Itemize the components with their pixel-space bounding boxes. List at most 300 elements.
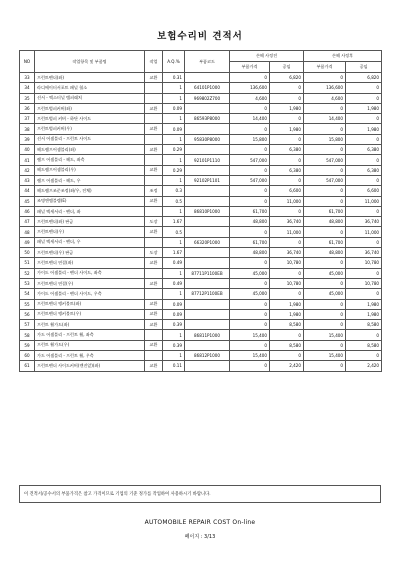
row-part-price-after: 0 bbox=[304, 124, 346, 134]
row-code bbox=[185, 258, 230, 268]
row-labor-after: 0 bbox=[346, 114, 382, 124]
row-code: 86810P1000 bbox=[185, 206, 230, 216]
row-work: 교환 bbox=[145, 309, 163, 319]
row-qty: 1 bbox=[163, 155, 185, 165]
row-part-price-before: 15,400 bbox=[230, 330, 270, 340]
row-no: 53 bbox=[20, 278, 35, 288]
table-row bbox=[20, 289, 382, 299]
row-work: 교환 bbox=[145, 103, 163, 113]
row-labor-before: 0 bbox=[270, 93, 304, 103]
row-item: 램프 어셈블리 - 헤드, 좌측 bbox=[35, 155, 145, 165]
row-part-price-after: 0 bbox=[304, 299, 346, 309]
row-no: 40 bbox=[20, 145, 35, 155]
table-row bbox=[20, 278, 382, 288]
row-item: 패널 엑세서리 - 펜더, 좌 bbox=[35, 206, 145, 216]
row-item: 헤드램프어셈블리(우) bbox=[35, 165, 145, 175]
row-no: 59 bbox=[20, 340, 35, 350]
row-qty: 0.3 bbox=[163, 186, 185, 196]
table-row bbox=[20, 309, 382, 319]
row-item: 프런트범퍼커버(좌) bbox=[35, 103, 145, 113]
row-part-price-before: 15,400 bbox=[230, 351, 270, 361]
row-item: 프런트펜더(우) bbox=[35, 227, 145, 237]
row-item: 라디에이터서포트 패널 협소 bbox=[35, 83, 145, 93]
row-labor-after: 6,820 bbox=[346, 73, 382, 83]
row-qty: 1 bbox=[163, 93, 185, 103]
row-labor-after: 0 bbox=[346, 155, 382, 165]
row-work: 교환 bbox=[145, 196, 163, 206]
row-labor-before: 8,580 bbox=[270, 320, 304, 330]
row-work bbox=[145, 330, 163, 340]
row-qty: 1 bbox=[163, 175, 185, 185]
row-no: 56 bbox=[20, 309, 35, 319]
table-body bbox=[20, 73, 382, 372]
row-part-price-before: 0 bbox=[230, 340, 270, 350]
row-part-price-before: 4,600 bbox=[230, 93, 270, 103]
row-code bbox=[185, 340, 230, 350]
row-code: 969802Z700 bbox=[185, 93, 230, 103]
row-qty: 1 bbox=[163, 114, 185, 124]
row-item: 프런트 휠가드(우) bbox=[35, 340, 145, 350]
row-part-price-after: 547,000 bbox=[304, 155, 346, 165]
row-item: 프런트펜더 앵커볼트(우) bbox=[35, 309, 145, 319]
table-row bbox=[20, 237, 382, 247]
row-labor-after: 1,980 bbox=[346, 124, 382, 134]
header-code: 부품코드 bbox=[185, 51, 230, 73]
row-part-price-before: 0 bbox=[230, 299, 270, 309]
row-no: 34 bbox=[20, 83, 35, 93]
row-code: 92101P1110 bbox=[185, 155, 230, 165]
row-item: 프런트펜더 연결(좌) bbox=[35, 258, 145, 268]
row-qty: 0.39 bbox=[163, 320, 185, 330]
row-qty: 0.5 bbox=[163, 196, 185, 206]
header-after-assessment: 손해 사정후 bbox=[304, 51, 382, 62]
header-item: 작업항목 및 부품명 bbox=[35, 51, 145, 73]
table-row bbox=[20, 155, 382, 165]
row-work: 교환 bbox=[145, 165, 163, 175]
row-labor-after: 0 bbox=[346, 175, 382, 185]
row-no: 60 bbox=[20, 351, 35, 361]
row-part-price-after: 48,800 bbox=[304, 217, 346, 227]
row-part-price-before: 547,000 bbox=[230, 155, 270, 165]
row-no: 45 bbox=[20, 196, 35, 206]
row-part-price-before: 0 bbox=[230, 124, 270, 134]
row-no: 44 bbox=[20, 186, 35, 196]
row-labor-before: 6,600 bbox=[270, 186, 304, 196]
table-row bbox=[20, 217, 382, 227]
row-work: 교환 bbox=[145, 73, 163, 83]
row-part-price-after: 0 bbox=[304, 320, 346, 330]
table-row bbox=[20, 175, 382, 185]
row-work: 교환 bbox=[145, 340, 163, 350]
table-row bbox=[20, 351, 382, 361]
table-row bbox=[20, 73, 382, 83]
row-no: 61 bbox=[20, 361, 35, 371]
table-row bbox=[20, 165, 382, 175]
table-row bbox=[20, 330, 382, 340]
row-work: 교환 bbox=[145, 299, 163, 309]
row-work: 도장 bbox=[145, 217, 163, 227]
row-labor-before: 10,780 bbox=[270, 258, 304, 268]
table-row bbox=[20, 248, 382, 258]
row-item: 프런트펜더 연결(우) bbox=[35, 278, 145, 288]
row-part-price-before: 0 bbox=[230, 186, 270, 196]
row-no: 55 bbox=[20, 299, 35, 309]
row-no: 35 bbox=[20, 93, 35, 103]
row-code bbox=[185, 165, 230, 175]
row-labor-before: 6,380 bbox=[270, 145, 304, 155]
row-part-price-after: 0 bbox=[304, 186, 346, 196]
row-part-price-before: 45,000 bbox=[230, 268, 270, 278]
row-item: 가이드 어셈블리 - 펜더 사이드, 우측 bbox=[35, 289, 145, 299]
row-labor-after: 11,000 bbox=[346, 227, 382, 237]
row-work: 교환 bbox=[145, 227, 163, 237]
row-item: 프런트 휠가드(좌) bbox=[35, 320, 145, 330]
row-labor-before: 0 bbox=[270, 175, 304, 185]
row-labor-before: 0 bbox=[270, 155, 304, 165]
row-labor-before: 0 bbox=[270, 134, 304, 144]
row-work bbox=[145, 351, 163, 361]
row-qty: 0.11 bbox=[163, 361, 185, 371]
row-part-price-before: 48,800 bbox=[230, 217, 270, 227]
row-labor-after: 0 bbox=[346, 237, 382, 247]
row-labor-before: 11,000 bbox=[270, 196, 304, 206]
row-code: 86593P8000 bbox=[185, 114, 230, 124]
row-labor-before: 2,420 bbox=[270, 361, 304, 371]
row-part-price-before: 0 bbox=[230, 309, 270, 319]
row-item: 램프 어셈블리 - 헤드, 우 bbox=[35, 175, 145, 185]
document-title: 보험수리비 견적서 bbox=[157, 31, 243, 42]
table-row bbox=[20, 227, 382, 237]
row-code bbox=[185, 196, 230, 206]
row-qty: 0.29 bbox=[163, 145, 185, 155]
row-labor-after: 2,420 bbox=[346, 361, 382, 371]
row-qty: 0.5 bbox=[163, 227, 185, 237]
row-item: 프런트범퍼 커버 - 하단 사이드 bbox=[35, 114, 145, 124]
row-no: 37 bbox=[20, 114, 35, 124]
row-no: 39 bbox=[20, 134, 35, 144]
row-labor-after: 0 bbox=[346, 351, 382, 361]
row-work bbox=[145, 289, 163, 299]
row-item: 헤드램프조준조정(좌/우, 전체) bbox=[35, 186, 145, 196]
row-qty: 0.09 bbox=[163, 103, 185, 113]
row-labor-before: 0 bbox=[270, 83, 304, 93]
row-part-price-before: 0 bbox=[230, 103, 270, 113]
row-work bbox=[145, 83, 163, 93]
row-qty: 1 bbox=[163, 206, 185, 216]
row-labor-after: 36,740 bbox=[346, 248, 382, 258]
row-item: 가드 어셈블리 - 프런트 휠, 좌측 bbox=[35, 330, 145, 340]
row-part-price-after: 0 bbox=[304, 196, 346, 206]
row-qty: 0.49 bbox=[163, 278, 185, 288]
row-part-price-after: 4,600 bbox=[304, 93, 346, 103]
row-work: 교환 bbox=[145, 124, 163, 134]
row-labor-before: 36,740 bbox=[270, 248, 304, 258]
row-item: 헤드램프어셈블리(좌) bbox=[35, 145, 145, 155]
row-code bbox=[185, 320, 230, 330]
table-row bbox=[20, 196, 382, 206]
row-part-price-after: 0 bbox=[304, 227, 346, 237]
row-part-price-before: 0 bbox=[230, 278, 270, 288]
row-no: 52 bbox=[20, 268, 35, 278]
row-code: 86812P1000 bbox=[185, 351, 230, 361]
row-labor-after: 0 bbox=[346, 83, 382, 93]
row-part-price-after: 136,600 bbox=[304, 83, 346, 93]
row-work: 도장 bbox=[145, 248, 163, 258]
row-labor-before: 0 bbox=[270, 268, 304, 278]
row-qty: 0.09 bbox=[163, 299, 185, 309]
row-qty: 0.31 bbox=[163, 73, 185, 83]
row-no: 49 bbox=[20, 237, 35, 247]
row-code bbox=[185, 361, 230, 371]
row-work bbox=[145, 175, 163, 185]
row-code bbox=[185, 145, 230, 155]
header-work: 작업 bbox=[145, 51, 163, 73]
row-part-price-before: 15,800 bbox=[230, 134, 270, 144]
row-code bbox=[185, 248, 230, 258]
row-part-price-after: 61,700 bbox=[304, 237, 346, 247]
row-qty: 1 bbox=[163, 268, 185, 278]
row-labor-after: 6,380 bbox=[346, 165, 382, 175]
row-labor-before: 1,980 bbox=[270, 309, 304, 319]
row-labor-after: 10,780 bbox=[346, 278, 382, 288]
row-qty: 1 bbox=[163, 237, 185, 247]
row-labor-before: 1,980 bbox=[270, 124, 304, 134]
row-part-price-before: 0 bbox=[230, 320, 270, 330]
row-part-price-after: 0 bbox=[304, 309, 346, 319]
page-number: 페이지 : 3/13 bbox=[184, 534, 216, 540]
row-labor-after: 11,000 bbox=[346, 196, 382, 206]
row-qty: 0.39 bbox=[163, 340, 185, 350]
row-labor-before: 6,380 bbox=[270, 165, 304, 175]
row-no: 47 bbox=[20, 217, 35, 227]
row-item: 프런트범퍼커버(우) bbox=[35, 124, 145, 134]
row-labor-after: 0 bbox=[346, 134, 382, 144]
header-qty: A.Q.% bbox=[163, 51, 185, 73]
row-labor-after: 0 bbox=[346, 330, 382, 340]
row-part-price-after: 0 bbox=[304, 361, 346, 371]
row-part-price-after: 0 bbox=[304, 258, 346, 268]
row-no: 36 bbox=[20, 103, 35, 113]
row-item: 프런트펜더(우) 판금 bbox=[35, 248, 145, 258]
row-part-price-after: 15,800 bbox=[304, 134, 346, 144]
row-work: 교환 bbox=[145, 361, 163, 371]
row-labor-before: 0 bbox=[270, 330, 304, 340]
footer-title: AUTOMOBILE REPAIR COST On-line bbox=[144, 519, 256, 526]
table-header-row-1 bbox=[20, 51, 382, 62]
row-part-price-after: 547,000 bbox=[304, 175, 346, 185]
estimate-table bbox=[19, 50, 382, 372]
row-labor-after: 0 bbox=[346, 268, 382, 278]
row-part-price-before: 61,700 bbox=[230, 237, 270, 247]
row-item: 프런트펜더(좌) 판금 bbox=[35, 217, 145, 227]
row-no: 54 bbox=[20, 289, 35, 299]
row-part-price-before: 0 bbox=[230, 145, 270, 155]
disclaimer-note: 이 견적서/공수서의 부품가격은 참고 가격이므로 기업의 기준 정가를 작업하여 사용하시기 바랍니다. bbox=[19, 485, 381, 503]
header-part-price-before: 부품가격 bbox=[230, 62, 270, 73]
row-no: 58 bbox=[20, 330, 35, 340]
row-part-price-before: 45,000 bbox=[230, 289, 270, 299]
row-labor-before: 0 bbox=[270, 114, 304, 124]
row-work bbox=[145, 237, 163, 247]
row-item: 선서 어셈블리 - 프런트 사이드 bbox=[35, 134, 145, 144]
row-item: 가이드 어셈블리 - 펜더 사이드, 좌측 bbox=[35, 268, 145, 278]
row-part-price-after: 15,400 bbox=[304, 351, 346, 361]
row-part-price-after: 0 bbox=[304, 340, 346, 350]
row-code bbox=[185, 227, 230, 237]
row-labor-after: 1,980 bbox=[346, 299, 382, 309]
header-labor-after: 공임 bbox=[346, 62, 382, 73]
table-row bbox=[20, 124, 382, 134]
row-no: 51 bbox=[20, 258, 35, 268]
row-work: 교환 bbox=[145, 278, 163, 288]
row-code: 92102P1101 bbox=[185, 175, 230, 185]
row-labor-before: 0 bbox=[270, 351, 304, 361]
table-row bbox=[20, 186, 382, 196]
row-labor-before: 0 bbox=[270, 237, 304, 247]
row-qty: 1 bbox=[163, 330, 185, 340]
table-row bbox=[20, 134, 382, 144]
row-labor-after: 6,600 bbox=[346, 186, 382, 196]
row-work: 교환 bbox=[145, 145, 163, 155]
header-labor-before: 공임 bbox=[270, 62, 304, 73]
row-code: 95830P8000 bbox=[185, 134, 230, 144]
header-before-assessment: 손해 사정전 bbox=[230, 51, 304, 62]
row-work bbox=[145, 155, 163, 165]
row-work bbox=[145, 114, 163, 124]
row-part-price-after: 45,000 bbox=[304, 268, 346, 278]
row-work: 교환 bbox=[145, 320, 163, 330]
row-part-price-before: 0 bbox=[230, 165, 270, 175]
row-code bbox=[185, 103, 230, 113]
table-row bbox=[20, 268, 382, 278]
table-row bbox=[20, 361, 382, 371]
row-item: 가드 어셈블리 - 프런트 휠, 우측 bbox=[35, 351, 145, 361]
row-part-price-after: 15,400 bbox=[304, 330, 346, 340]
row-code bbox=[185, 309, 230, 319]
table-row bbox=[20, 103, 382, 113]
row-qty: 0.49 bbox=[163, 258, 185, 268]
row-part-price-after: 14,400 bbox=[304, 114, 346, 124]
row-qty: 1 bbox=[163, 289, 185, 299]
row-work: 교환 bbox=[145, 258, 163, 268]
row-labor-before: 1,980 bbox=[270, 299, 304, 309]
row-labor-before: 6,820 bbox=[270, 73, 304, 83]
row-labor-before: 8,580 bbox=[270, 340, 304, 350]
row-labor-after: 10,780 bbox=[346, 258, 382, 268]
row-labor-before: 1,980 bbox=[270, 103, 304, 113]
row-qty: 0.09 bbox=[163, 124, 185, 134]
row-labor-before: 0 bbox=[270, 289, 304, 299]
row-labor-before: 11,000 bbox=[270, 227, 304, 237]
table-row bbox=[20, 258, 382, 268]
row-no: 41 bbox=[20, 155, 35, 165]
estimate-table-container bbox=[19, 50, 381, 372]
row-work bbox=[145, 268, 163, 278]
row-no: 50 bbox=[20, 248, 35, 258]
row-no: 57 bbox=[20, 320, 35, 330]
table-row bbox=[20, 320, 382, 330]
row-part-price-before: 136,600 bbox=[230, 83, 270, 93]
row-code: 87711P1100EB bbox=[185, 268, 230, 278]
row-code bbox=[185, 278, 230, 288]
row-qty: 1.67 bbox=[163, 217, 185, 227]
row-item: 프런트펜더 앵커볼트(좌) bbox=[35, 299, 145, 309]
table-row bbox=[20, 83, 382, 93]
row-item: 프런트펜더(좌) bbox=[35, 73, 145, 83]
row-labor-after: 8,580 bbox=[346, 320, 382, 330]
table-row bbox=[20, 206, 382, 216]
row-item: 선서 - 엑스터널 템퍼래처 bbox=[35, 93, 145, 103]
row-work bbox=[145, 134, 163, 144]
row-part-price-after: 0 bbox=[304, 103, 346, 113]
row-part-price-before: 48,800 bbox=[230, 248, 270, 258]
row-code bbox=[185, 186, 230, 196]
row-code: 86811P1000 bbox=[185, 330, 230, 340]
row-part-price-after: 61,700 bbox=[304, 206, 346, 216]
table-row bbox=[20, 340, 382, 350]
row-labor-after: 1,980 bbox=[346, 103, 382, 113]
row-part-price-after: 0 bbox=[304, 73, 346, 83]
row-qty: 1 bbox=[163, 351, 185, 361]
row-item: 프런트펜더 사이드커버(엔진앞)(좌) bbox=[35, 361, 145, 371]
row-code: 87712P1100EB bbox=[185, 289, 230, 299]
row-qty: 1 bbox=[163, 134, 185, 144]
row-no: 46 bbox=[20, 206, 35, 216]
row-item: 패널 엑세서리 - 펜더, 우 bbox=[35, 237, 145, 247]
row-labor-after: 0 bbox=[346, 289, 382, 299]
row-item: 조명앤엠블렘(E) bbox=[35, 196, 145, 206]
row-part-price-after: 48,800 bbox=[304, 248, 346, 258]
row-work bbox=[145, 206, 163, 216]
row-no: 33 bbox=[20, 73, 35, 83]
row-labor-after: 0 bbox=[346, 206, 382, 216]
table-row bbox=[20, 93, 382, 103]
row-code: 66320P1000 bbox=[185, 237, 230, 247]
row-part-price-before: 0 bbox=[230, 258, 270, 268]
row-qty: 0.09 bbox=[163, 309, 185, 319]
row-work bbox=[145, 93, 163, 103]
row-code bbox=[185, 299, 230, 309]
table-row bbox=[20, 145, 382, 155]
row-labor-after: 36,740 bbox=[346, 217, 382, 227]
row-no: 42 bbox=[20, 165, 35, 175]
row-labor-after: 8,580 bbox=[346, 340, 382, 350]
row-labor-before: 36,740 bbox=[270, 217, 304, 227]
row-labor-before: 10,780 bbox=[270, 278, 304, 288]
table-row bbox=[20, 299, 382, 309]
table-row bbox=[20, 114, 382, 124]
row-no: 38 bbox=[20, 124, 35, 134]
row-code bbox=[185, 124, 230, 134]
row-labor-after: 6,380 bbox=[346, 145, 382, 155]
row-part-price-before: 0 bbox=[230, 73, 270, 83]
row-part-price-before: 547,000 bbox=[230, 175, 270, 185]
row-code: 64101P1000 bbox=[185, 83, 230, 93]
row-no: 43 bbox=[20, 175, 35, 185]
row-part-price-before: 0 bbox=[230, 227, 270, 237]
row-qty: 1.67 bbox=[163, 248, 185, 258]
row-qty: 1 bbox=[163, 83, 185, 93]
row-part-price-after: 0 bbox=[304, 165, 346, 175]
header-part-price-after: 부품가격 bbox=[304, 62, 346, 73]
row-no: 48 bbox=[20, 227, 35, 237]
row-part-price-after: 45,000 bbox=[304, 289, 346, 299]
row-part-price-before: 0 bbox=[230, 361, 270, 371]
row-labor-before: 0 bbox=[270, 206, 304, 216]
row-labor-after: 0 bbox=[346, 93, 382, 103]
row-work: 조정 bbox=[145, 186, 163, 196]
row-code bbox=[185, 217, 230, 227]
